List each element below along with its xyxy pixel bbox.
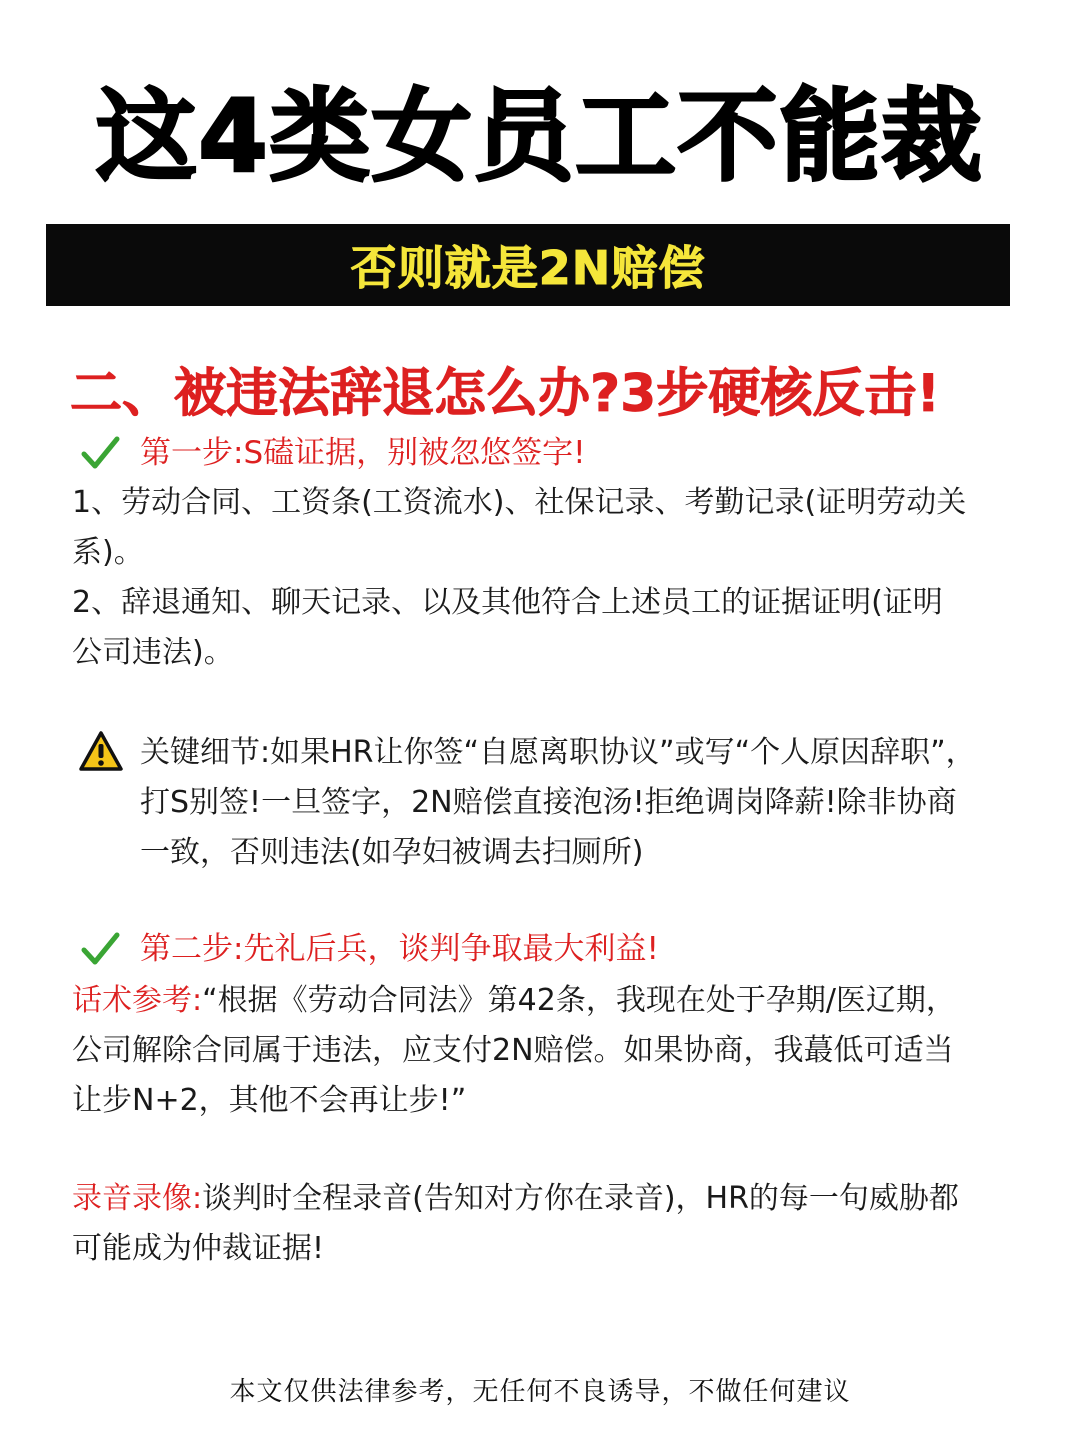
step-one <box>80 430 586 476</box>
subtitle-banner <box>46 224 1010 306</box>
script-paragraph <box>72 976 972 1126</box>
warning-icon <box>78 730 124 772</box>
section-heading: 二、被违法辞退怎么办?3步硬核反击! <box>70 364 941 424</box>
step-one-label: 第一步:S磕证据，别被忽悠签字! <box>140 435 586 471</box>
check-icon <box>80 929 120 969</box>
evidence-item-2: 2、辞退通知、聊天记录、以及其他符合上述员工的证据证明(证明公司违法)。 <box>72 585 943 670</box>
recording-text: 谈判时全程录音(告知对方你在录音)，HR的每一句威胁都可能成为仲裁证据! <box>72 1181 959 1266</box>
script-lead: 话术参考: <box>72 983 203 1018</box>
step-two <box>80 926 659 972</box>
disclaimer: 本文仅供法律参考，无任何不良诱导，不做任何建议 <box>229 1377 851 1407</box>
recording-paragraph <box>72 1174 972 1274</box>
step-two-label: 第二步:先礼后兵，谈判争取最大利益! <box>140 931 659 967</box>
check-icon <box>80 433 120 473</box>
warning-text: 关键细节:如果HR让你签“自愿离职协议”或写“个人原因辞职”，打S别签!一旦签字，2N赔偿直接泡汤!拒绝调岗降薪!除非协商一致，否则违法(如孕妇被调去扫厕所) <box>140 735 976 870</box>
recording-lead: 录音录像: <box>72 1181 203 1216</box>
main-title: 这4类女员工不能裁 <box>96 78 984 195</box>
script-text: “根据《劳动合同法》第42条，我现在处于孕期/医辽期，公司解除合同属于违法，应支付2N赔偿。如果协商，我蕞低可适当让步N+2，其他不会再让步!” <box>72 983 956 1118</box>
evidence-item-1: 1、劳动合同、工资条(工资流水)、社保记录、考勤记录(证明劳动关系)。 <box>72 485 967 570</box>
banner-text: 否则就是2N赔偿 <box>350 241 706 295</box>
